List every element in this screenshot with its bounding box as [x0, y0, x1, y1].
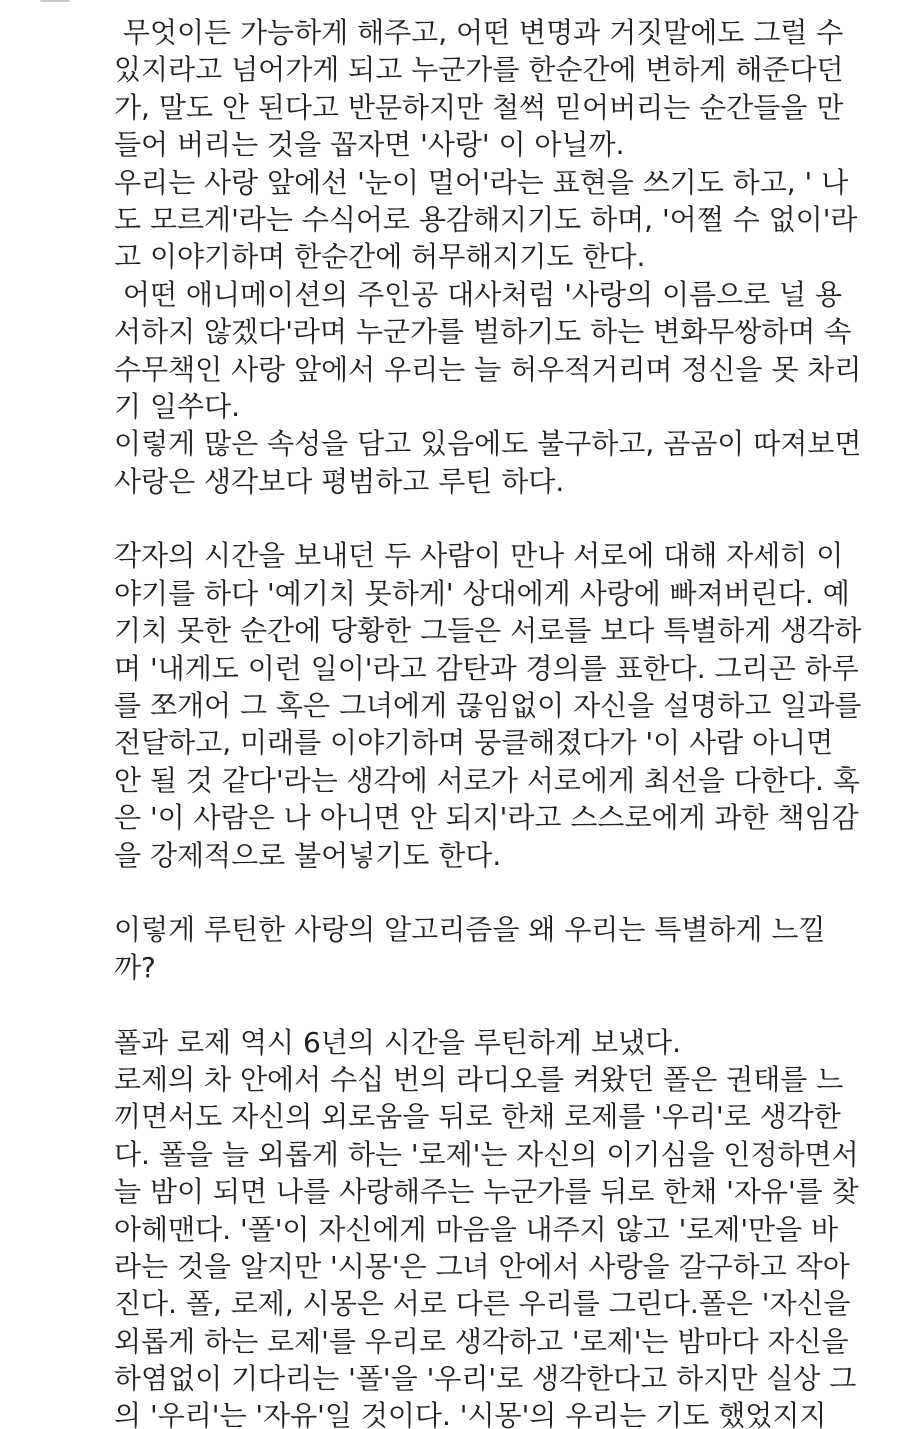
text-line: 진다. 폴, 로제, 시몽은 서로 다른 우리를 그린다.폴은 '자신을: [114, 1287, 851, 1321]
text-line: 서하지 않겠다'라며 누군가를 벌하기도 하는 변화무쌍하며 속: [114, 315, 852, 349]
text-line: 폴과 로제 역시 6년의 시간을 루틴하게 보냈다.: [114, 1025, 681, 1059]
text-line: 야기를 하다 '예기치 못하게' 상대에게 사랑에 빠져버린다. 예: [114, 576, 850, 610]
text-line: 각자의 시간을 보내던 두 사람이 만나 서로에 대해 자세히 이: [114, 539, 844, 573]
text-line: 까?: [114, 950, 156, 984]
text-line: 있지라고 넘어가게 되고 누군가를 한순간에 변하게 해준다던: [114, 53, 844, 87]
text-line: 이렇게 많은 속성을 담고 있음에도 불구하고, 곰곰이 따져보면: [114, 427, 862, 461]
text-line: 다. 폴을 늘 외롭게 하는 '로제'는 자신의 이기심을 인정하면서: [114, 1137, 859, 1171]
text-line: 기치 못한 순간에 당황한 그들은 서로를 보다 특별하게 생각하: [114, 614, 862, 648]
blank-line: [114, 500, 874, 537]
text-line: 도 모르게'라는 수식어로 용감해지기도 하며, '어쩔 수 없이'라: [114, 202, 858, 236]
text-line: 수무책인 사랑 앞에서 우리는 늘 허우적거리며 정신을 못 차리: [114, 352, 862, 386]
text-line: 들어 버리는 것을 꼽자면 '사랑' 이 아닐까.: [114, 128, 625, 162]
text-line: 끼면서도 자신의 외로움을 뒤로 한채 로제를 '우리'로 생각한: [114, 1100, 841, 1134]
scroll-edge-mark: [40, 0, 70, 2]
text-line: 어떤 애니메이션의 주인공 대사처럼 '사랑의 이름으로 널 용: [114, 277, 843, 311]
text-line: 은 '이 사람은 나 아니면 안 되지'라고 스스로에게 과한 책임감: [114, 801, 859, 835]
text-line: 며 '내게도 이런 일이'라고 감탄과 경의를 표한다. 그리곤 하루: [114, 651, 859, 685]
text-line: 로제의 차 안에서 수십 번의 라디오를 켜왔던 폴은 권태를 느: [114, 1062, 844, 1096]
text-line: 이렇게 루틴한 사랑의 알고리즘을 왜 우리는 특별하게 느낄: [114, 913, 826, 947]
text-line-cut-off: 의 '우리'는 '자유'일 것이다. '시몽'의 우리는 기도 했었지지: [114, 1399, 827, 1429]
blank-line: [114, 986, 874, 1023]
text-line: 고 이야기하며 한순간에 허무해지기도 한다.: [114, 240, 646, 274]
text-line: 늘 밤이 되면 나를 사랑해주는 누군가를 뒤로 한채 '자유'를 찾: [114, 1175, 859, 1209]
blank-line: [114, 874, 874, 911]
text-line: 전달하고, 미래를 이야기하며 뭉클해졌다가 '이 사람 아니면: [114, 726, 834, 760]
essay-text: [114, 14, 874, 1429]
text-line: 를 쪼개어 그 혹은 그녀에게 끊임없이 자신을 설명하고 일과를: [114, 689, 862, 723]
text-line: 하염없이 기다리는 '폴'을 '우리'로 생각한다고 하지만 실상 그: [114, 1362, 857, 1396]
text-line: 무엇이든 가능하게 해주고, 어떤 변명과 거짓말에도 그럴 수: [114, 16, 844, 49]
text-line: 기 일쑤다.: [114, 389, 240, 423]
text-line: 아헤맨다. '폴'이 자신에게 마음을 내주지 않고 '로제'만을 바: [114, 1212, 839, 1246]
text-line: 우리는 사랑 앞에선 '눈이 멀어'라는 표현을 쓰기도 하고, ' 나: [114, 165, 849, 199]
text-line: 가, 말도 안 된다고 반문하지만 철썩 믿어버리는 순간들을 만: [114, 90, 844, 124]
text-line: 사랑은 생각보다 평범하고 루틴 하다.: [114, 464, 565, 498]
text-line: 안 될 것 같다'라는 생각에 서로가 서로에게 최선을 다한다. 혹: [114, 763, 860, 797]
text-line: 을 강제적으로 불어넣기도 한다.: [114, 838, 502, 872]
text-line: 라는 것을 알지만 '시몽'은 그녀 안에서 사랑을 갈구하고 작아: [114, 1249, 850, 1283]
text-line: 외롭게 하는 로제'를 우리로 생각하고 '로제'는 밤마다 자신을: [114, 1324, 849, 1358]
